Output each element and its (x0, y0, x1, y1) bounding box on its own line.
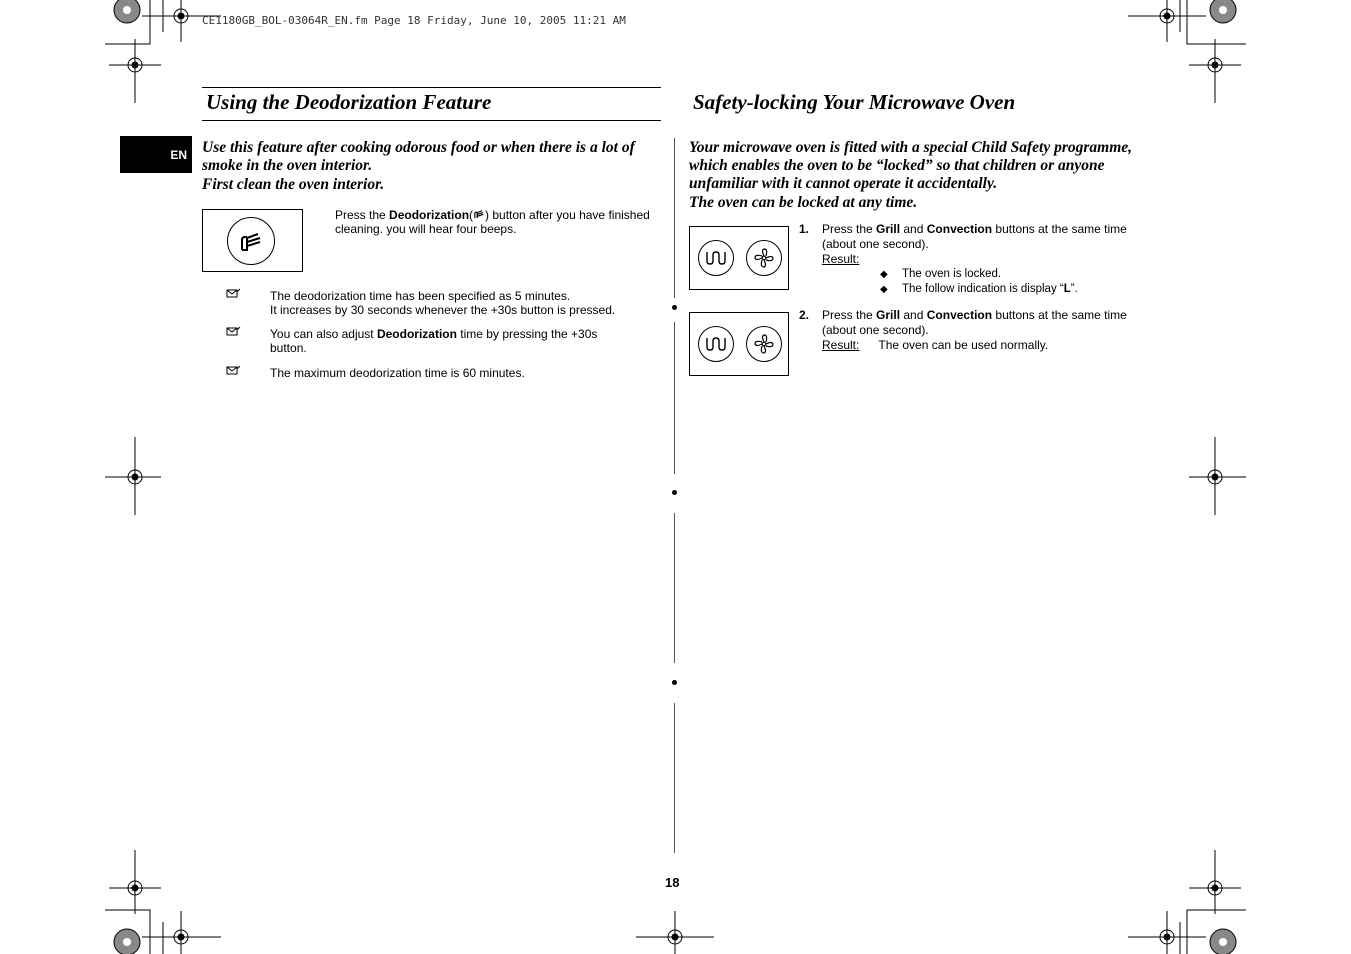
intro-line: which enables the oven to be “locked” so that children or anyone (689, 157, 1105, 174)
grill-icon (705, 336, 727, 352)
step-number: 1. (799, 222, 810, 236)
step-2 (799, 308, 1149, 358)
instruction-bold: Deodorization (389, 208, 470, 222)
step-text: and (900, 308, 927, 322)
intro-line: smoke in the oven interior. (202, 157, 373, 174)
instruction-paren: ( (469, 208, 474, 222)
note-item (225, 366, 665, 382)
step-text: and (900, 222, 927, 236)
note-item (225, 289, 665, 319)
step-text: Press the (822, 308, 877, 322)
result-label: Result: (822, 338, 860, 352)
bullet-text: The oven is locked. (902, 268, 1002, 280)
right-intro (689, 139, 1159, 212)
note-text: The deodorization time has been specified as 5 minutes. (270, 289, 571, 303)
language-tab: EN (120, 136, 192, 173)
grill-button[interactable] (698, 326, 734, 362)
note-text: It increases by 30 seconds whenever the +30s button is pressed. (270, 303, 616, 317)
bullet-text: The follow indication is display “ (902, 283, 1064, 295)
left-section-title: Using the Deodorization Feature (206, 90, 492, 114)
title-rule-top (202, 87, 661, 88)
note-item (225, 327, 665, 357)
step-text: buttons at the same time (992, 308, 1127, 322)
left-intro (202, 139, 662, 194)
intro-line: Your microwave oven is fitted with a special Child Safety programme, (689, 139, 1133, 156)
file-header: CE1180GB_BOL-03064R_EN.fm Page 18 Friday, June 10, 2005 11:21 AM (202, 14, 626, 27)
convection-button[interactable] (746, 326, 782, 362)
result-text: The oven can be used normally. (878, 338, 1049, 352)
instruction-text: ) button after you have finished (485, 208, 650, 222)
bullet-diamond: ◆ (880, 284, 888, 295)
step-number: 2. (799, 308, 810, 322)
right-section-title: Safety-locking Your Microwave Oven (693, 90, 1016, 114)
column-divider (674, 513, 675, 663)
note-text: time by pressing the +30s (456, 327, 598, 341)
divider-dot (672, 680, 677, 685)
deodorization-icon (238, 230, 264, 252)
intro-line: First clean the oven interior. (202, 176, 385, 193)
convection-fan-icon (753, 247, 775, 269)
step-bold: Grill (876, 222, 901, 236)
step-text: buttons at the same time (992, 222, 1127, 236)
convection-button[interactable] (746, 240, 782, 276)
divider-dot (672, 490, 677, 495)
unlock-buttons-panel (689, 312, 789, 376)
step-bold: Grill (876, 308, 901, 322)
title-rule-bottom (202, 120, 661, 121)
deodorization-icon (473, 208, 485, 220)
note-text: You can also adjust (270, 327, 377, 341)
bullet-bold: L (1063, 283, 1071, 295)
note-text: The maximum deodorization time is 60 minutes. (270, 366, 525, 380)
step-bold: Convection (926, 222, 993, 236)
step-bold: Convection (926, 308, 993, 322)
bullet-diamond: ◆ (880, 269, 888, 280)
deodorization-panel (202, 209, 303, 272)
note-bold: Deodorization (376, 327, 457, 341)
intro-line: unfamiliar with it cannot operate it accidentally. (689, 175, 998, 192)
note-icon (225, 324, 241, 338)
intro-line: Use this feature after cooking odorous food or when there is a lot of (202, 139, 635, 156)
note-icon (225, 286, 241, 300)
result-label: Result: (822, 252, 860, 266)
note-text: button. (270, 341, 307, 355)
grill-icon (705, 250, 727, 266)
step-text: (about one second). (822, 323, 929, 337)
instruction-text: Press the (335, 208, 390, 222)
convection-fan-icon (753, 333, 775, 355)
step-1 (799, 222, 1149, 302)
column-divider (674, 322, 675, 474)
column-divider (674, 703, 675, 853)
note-icon (225, 363, 241, 377)
step-text: (about one second). (822, 237, 929, 251)
column-divider (674, 138, 675, 298)
step-text: Press the (822, 222, 877, 236)
bullet-text: ”. (1070, 283, 1078, 295)
instruction-line2: cleaning. you will hear four beeps. (335, 222, 517, 236)
lock-buttons-panel (689, 226, 789, 290)
intro-line: The oven can be locked at any time. (689, 194, 918, 211)
deodorization-instruction (335, 208, 665, 236)
divider-dot (672, 305, 677, 310)
page-number: 18 (665, 875, 680, 890)
grill-button[interactable] (698, 240, 734, 276)
deodorization-button[interactable] (227, 217, 275, 265)
